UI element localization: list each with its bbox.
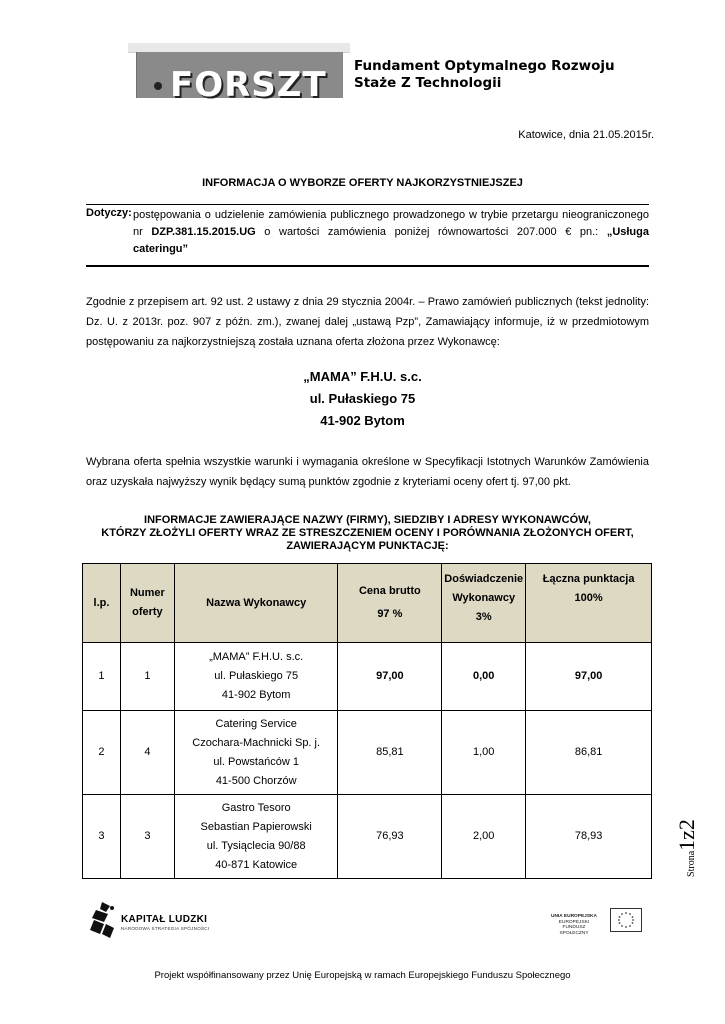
cell-offer-number: 3 [120, 795, 174, 879]
eu-line-3: FUNDUSZ SPOŁECZNY [559, 925, 589, 936]
dotyczy-subject: „Usługa cateringu” [133, 226, 649, 255]
page-number-word: Strona [685, 850, 697, 877]
eu-logo [548, 908, 640, 934]
result-paragraph: Wybrana oferta spełnia wszystkie warunki i wymagania określone w Specyfikacji Istotnych Warunków Zamówienia oraz uzyskała najwyższy wynik będący sumą punktów zgodnie z kryteriami oceny ofert tj. 97,00 pkt. [86, 456, 649, 488]
dotyczy-label: Dotyczy: [86, 207, 132, 219]
cell-offer-number: 4 [120, 711, 174, 795]
cell-experience: 0,00 [442, 643, 526, 711]
org-line-1: Fundament Optymalnego Rozwoju [354, 58, 615, 74]
cell-lp: 3 [83, 795, 121, 879]
contractor-line: Gastro Tesoro [221, 801, 291, 814]
contractor-line: 41-902 Bytom [221, 689, 291, 701]
divider-top [86, 204, 649, 205]
header-total-points [526, 564, 652, 643]
table-header-row [83, 564, 652, 643]
cell-total: 97,00 [526, 643, 652, 711]
logo-dot [154, 82, 162, 90]
table-row [83, 643, 652, 711]
page-number [673, 810, 708, 890]
page-number-value: 1z2 [673, 819, 699, 851]
contractor-line: ul. Pułaskiego 75 [214, 670, 299, 682]
header-price-line-1: Cena brutto [358, 585, 421, 597]
cell-contractor-name [174, 711, 338, 795]
dotyczy-text-middle: o wartości zamówienia poniżej równowartości 207.000 € pn.: [255, 226, 607, 238]
header-total-line-1: Łączna punktacja [542, 573, 635, 585]
cell-contractor-name [174, 795, 338, 879]
cell-price: 76,93 [338, 795, 442, 879]
footer-text: Projekt współfinansowany przez Unię Europejską w ramach Europejskiego Funduszu Społecznego [154, 970, 571, 981]
dotyczy-ref: DZP.381.15.2015.UG [151, 226, 256, 238]
header-exp-line-2: Wykonawcy 3% [452, 592, 516, 623]
eu-line-1: UNIA EUROPEJSKA [551, 914, 597, 919]
table-heading-line-1: INFORMACJE ZAWIERAJĄCE NAZWY (FIRMY), SIEDZIBY I ADRESY WYKONAWCÓW, [144, 514, 591, 526]
eu-line-2: EUROPEJSKI [558, 919, 590, 925]
kapital-ludzki-logo [88, 900, 228, 944]
header-experience [442, 564, 526, 643]
header-offer-number-line-1: Numer [129, 587, 165, 599]
header-lp: l.p. [83, 564, 121, 643]
eu-logo-text [548, 914, 600, 936]
intro-paragraph: Zgodnie z przepisem art. 92 ust. 2 ustawy z dnia 29 stycznia 2004r. – Prawo zamówień publicznych (tekst jednolity: Dz. U. z 2013r. poz. 907 z późn. zm.), zwanej dalej „ustawą Pzp”, Zamawiający informuje, iż w przedmiotowym postępowaniu za najkorzystniejszą została uznana oferta złożona przez Wykonawcę: [86, 296, 649, 348]
cell-lp: 1 [83, 643, 121, 711]
cell-price: 85,81 [338, 711, 442, 795]
winner-city: 41-902 Bytom [320, 413, 405, 428]
kapital-ludzki-subtitle: NARODOWA STRATEGIA SPÓJNOŚCI [121, 926, 210, 931]
contractor-line: 40-871 Katowice [215, 858, 298, 871]
header-total-line-2: 100% [574, 592, 603, 604]
table-heading-line-3: ZAWIERAJĄCYM PUNKTACJĘ: [286, 540, 449, 552]
logo-block [136, 52, 343, 105]
offers-table [82, 563, 652, 879]
table-heading [86, 514, 649, 553]
dotyczy-text-before: postępowania o udzielenie zamówienia publicznego prowadzonego w trybie przetargu nieograniczonego nr [133, 209, 649, 238]
forszt-logo [128, 43, 350, 105]
cell-offer-number: 1 [120, 643, 174, 711]
header-offer-number [120, 564, 174, 643]
eu-flag-icon [610, 908, 642, 932]
document-title: INFORMACJA O WYBORZE OFERTY NAJKORZYSTNIEJSZEJ [202, 177, 523, 189]
logo-text: FORSZT [170, 65, 327, 105]
winner-name: „MAMA” F.H.U. s.c. [303, 369, 422, 384]
cell-price: 97,00 [338, 643, 442, 711]
dotyczy-text [133, 207, 649, 258]
organization-name [354, 58, 615, 92]
cell-experience: 2,00 [442, 795, 526, 879]
header-gross-price [338, 564, 442, 643]
cell-experience: 1,00 [442, 711, 526, 795]
cell-total: 86,81 [526, 711, 652, 795]
contractor-line: „MAMA” F.H.U. s.c. [209, 651, 304, 663]
winner-street: ul. Pułaskiego 75 [309, 391, 416, 406]
header-exp-line-1: Doświadczenie [444, 573, 524, 585]
header-price-line-2: 97 % [377, 608, 403, 620]
kapital-ludzki-icon [88, 900, 118, 940]
contractor-line: ul. Tysiąclecia 90/88 [206, 839, 306, 852]
contractor-line: ul. Powstańców 1 [213, 755, 299, 768]
cell-contractor-name [174, 643, 338, 711]
cell-lp: 2 [83, 711, 121, 795]
contractor-line: Catering Service [215, 717, 297, 730]
contractor-line: Sebastian Papierowski [200, 820, 312, 833]
header-contractor-name: Nazwa Wykonawcy [174, 564, 338, 643]
contractor-line: Czochara-Machnicki Sp. j. [192, 736, 321, 749]
page-number-text [674, 819, 700, 877]
divider-bottom [86, 265, 649, 267]
org-line-2: Staże Z Technologii [354, 75, 502, 91]
table-row [83, 795, 652, 879]
header-offer-number-line-2: oferty [132, 606, 163, 618]
document-date: Katowice, dnia 21.05.2015r. [518, 129, 654, 141]
kapital-ludzki-title: KAPITAŁ LUDZKI [121, 914, 208, 925]
table-heading-line-2: KTÓRZY ZŁOŻYLI OFERTY WRAZ ZE STRESZCZENIEM OCENY I PORÓWNANIA ZŁOŻONYCH OFERT, [101, 527, 634, 539]
contractor-line: 41-500 Chorzów [215, 774, 297, 787]
table-row [83, 711, 652, 795]
cell-total: 78,93 [526, 795, 652, 879]
